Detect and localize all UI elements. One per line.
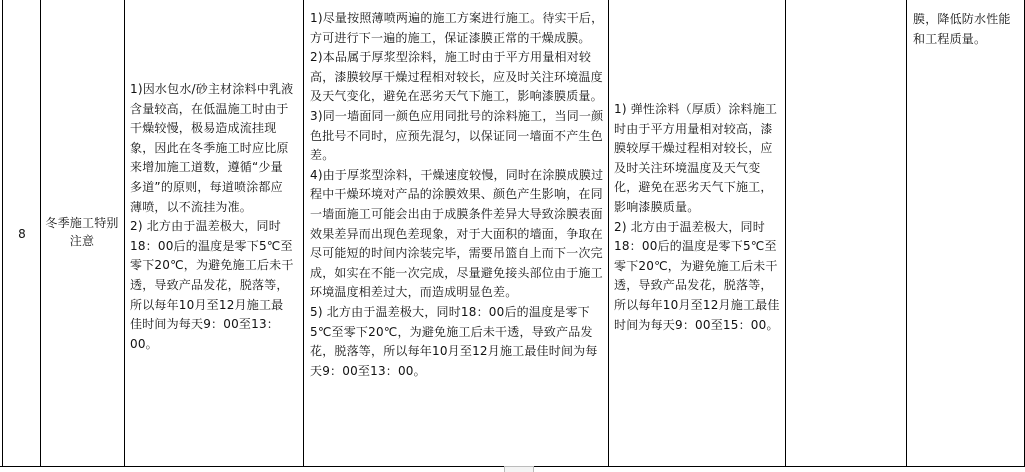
note-paragraph: 膜，降低防水性能和工程质量。 bbox=[913, 12, 1011, 46]
note-paragraph: 2) 北方由于温差极大，同时18：00后的温度是零下5℃至零下20℃，为避免施工后未干透，导致产品发花，脱落等，所以每年10月至12月施工最佳时间为每天9：00至13：00。 bbox=[130, 219, 294, 351]
cell-overflow-note bbox=[913, 10, 1021, 49]
column-divider bbox=[303, 0, 304, 466]
column-divider bbox=[40, 0, 41, 466]
page-tab-marker bbox=[504, 466, 534, 472]
row-number: 8 bbox=[18, 227, 26, 241]
table-border-left bbox=[2, 0, 3, 466]
note-paragraph: 4)由于厚浆型涂料，干燥速度较慢，同时在涂膜成膜过程中干燥环境对产品的涂膜效果、颜色产生影响，在同一墙面施工可能会出由于成膜条件差异大导致涂膜表面效果差异而出现色差现象，对于大面积的墙面，争取在尽可能短的时间内涂装完毕，需要吊篮自上而下一次完成，如实在不能一次完成，尽量避免接头部位由于施工环境温度相差过大，而造成明显色差。 bbox=[310, 167, 604, 300]
note-paragraph: 5) 北方由于温差极大，同时18：00后的温度是零下5℃至零下20℃，为避免施工后未干透，导致产品发花，脱落等，所以每年10月至12月施工最佳时间为每天9：00至13：00。 bbox=[310, 304, 598, 378]
column-divider bbox=[124, 0, 125, 466]
cell-thick-coating-notes bbox=[310, 9, 605, 381]
note-paragraph: 1)因水包水/砂主材涂料中乳液含量较高，在低温施工时由于干燥较慢，极易造成流挂现象，因此在冬季施工时应比原来增加施工道数，遵循“少量多道”的原则，每道喷涂都应薄喷，以不流挂为准。 bbox=[130, 82, 294, 214]
column-divider bbox=[906, 0, 907, 466]
note-paragraph: 2)本品属于厚浆型涂料，施工时由于平方用量相对较高，漆膜较厚干燥过程相对较长，应及时关注环境温度及天气变化，避免在恶劣天气下施工，影响漆膜质量。 bbox=[310, 50, 603, 104]
cell-main-material-notes bbox=[130, 80, 295, 354]
row-title: 冬季施工特别注意 bbox=[45, 216, 119, 248]
note-paragraph: 2) 北方由于温差极大，同时18：00后的温度是零下5℃至零下20℃，为避免施工后未干透，导致产品发花，脱落等，所以每年10月至12月施工最佳时间为每天9：00至15：00。 bbox=[614, 219, 780, 332]
column-divider bbox=[785, 0, 786, 466]
cell-elastic-coating-notes bbox=[614, 100, 782, 335]
note-paragraph: 1)尽量按照薄喷两遍的施工方案进行施工。待实干后，方可进行下一遍的施工，保证漆膜正常的干燥成膜。 bbox=[310, 11, 604, 45]
note-paragraph: 1) 弹性涂料（厚质）涂料施工时由于平方用量相对较高，漆膜较厚干燥过程相对较长，应及时关注环境温度及天气变化，避免在恶劣天气下施工，影响漆膜质量。 bbox=[614, 102, 778, 214]
note-paragraph: 3)同一墙面同一颜色应用同批号的涂料施工，当同一颜色批号不同时，应预先混匀，以保证同一墙面不产生色差。 bbox=[310, 108, 604, 163]
column-divider bbox=[608, 0, 609, 466]
